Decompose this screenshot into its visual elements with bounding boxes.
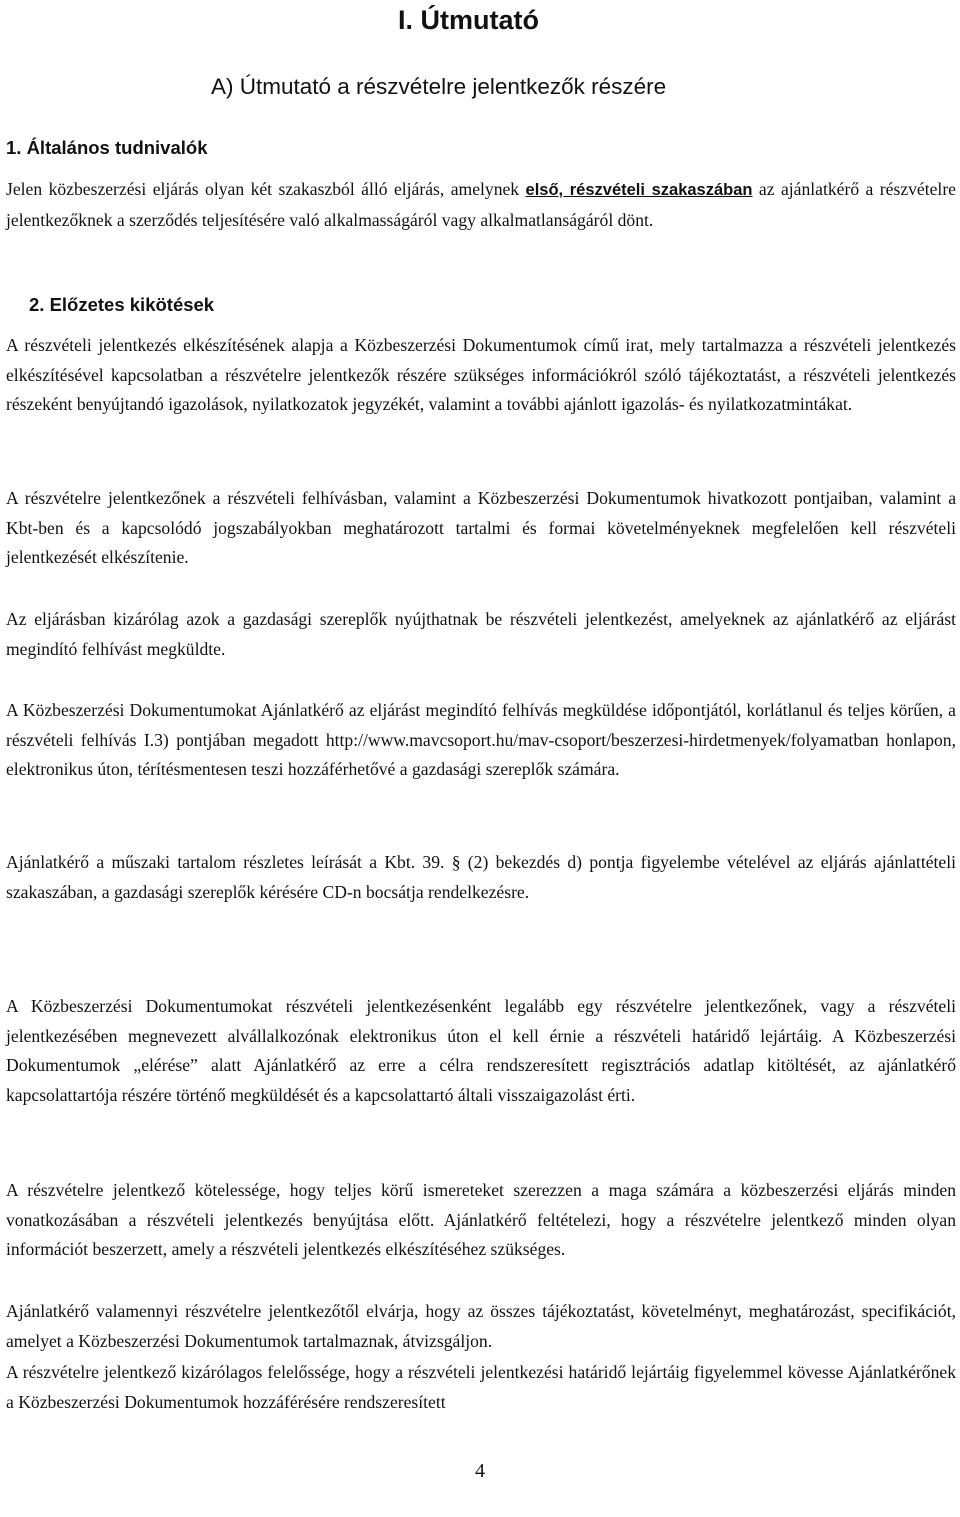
section-2-paragraph: A Közbeszerzési Dokumentumokat részvételi jelentkezésenként legalább egy részvételre jelentkezőnek, vagy a részvételi jelentkezésében megnevezett alvállalkozónak elektronikus úton el kell érnie a részvételi határidő lejártáig. A Közbeszerzési Dokumentumok „elérése” alatt Ajánlatkérő az erre a célra rendszeresített regisztrációs adatlap kitöltését, az ajánlatkérő kapcsolattartója részére történő megküldését és a kapcsolattartó általi visszaigazolást érti. bbox=[6, 996, 956, 1105]
section-2-paragraph: Az eljárásban kizárólag azok a gazdasági szereplők nyújthatnak be részvételi jelentkezést, amelyeknek az ajánlatkérő az eljárást megindító felhívást megküldte. bbox=[6, 609, 956, 659]
paragraph-text: Jelen közbeszerzési eljárás olyan két szakaszból álló eljárás, amelynek bbox=[6, 179, 526, 199]
document-subtitle: A) Útmutató a részvételre jelentkezők részére bbox=[211, 74, 667, 99]
section-2-heading: 2. Előzetes kikötések bbox=[29, 294, 215, 315]
emphasis-text: első, részvételi szakaszában bbox=[525, 181, 753, 199]
section-2-paragraph: A Közbeszerzési Dokumentumokat Ajánlatkérő az eljárást megindító felhívás megküldése időpontjától, korlátlanul és teljes körűen, a részvételi felhívás I.3) pontjában megadott http://www.mavcsoport.hu/mav-csoport/beszerzesi-hirdetmenyek/folyamatban honlapon, elektronikus úton, térítésmentesen teszi hozzáférhetővé a gazdasági szereplők számára. bbox=[6, 700, 956, 779]
section-2-paragraph: Ajánlatkérő valamennyi részvételre jelentkezőtől elvárja, hogy az összes tájékoztatást, követelményt, meghatározást, specifikációt, amelyet a Közbeszerzési Dokumentumok tartalmaznak, átvizsgáljon. bbox=[6, 1301, 956, 1351]
section-2-paragraph: A részvételre jelentkező kizárólagos felelőssége, hogy a részvételi jelentkezési határidő lejártáig figyelemmel kövesse Ajánlatkérőnek a Közbeszerzési Dokumentumok hozzáférésére rendszeresített bbox=[6, 1362, 956, 1412]
section-1-heading: 1. Általános tudnivalók bbox=[6, 137, 208, 158]
page-number: 4 bbox=[475, 1460, 485, 1482]
paragraph-text: az ajánlatkérő a részvételre jelentkezőknek a szerződés teljesítésére való alkalmasságáról vagy alkalmatlanságáról dönt. bbox=[6, 179, 956, 230]
section-2-paragraph: Ajánlatkérő a műszaki tartalom részletes leírását a Kbt. 39. § (2) bekezdés d) pontja figyelembe vételével az eljárás ajánlattételi szakaszában, a gazdasági szereplők kérésére CD-n bocsátja rendelkezésre. bbox=[6, 852, 956, 902]
section-2-paragraph: A részvételre jelentkezőnek a részvételi felhívásban, valamint a Közbeszerzési Dokumentumok hivatkozott pontjaiban, valamint a Kbt-ben és a kapcsolódó jogszabályokban meghatározott tartalmi és formai követelményeknek megfelelően kell részvételi jelentkezését elkészítenie. bbox=[6, 488, 956, 567]
document-title: I. Útmutató bbox=[398, 5, 539, 35]
section-2-paragraph: A részvételi jelentkezés elkészítésének alapja a Közbeszerzési Dokumentumok című irat, mely tartalmazza a részvételi jelentkezés elkészítésével kapcsolatban a részvételre jelentkezők részére szükséges információkról szóló tájékoztatást, a részvételi jelentkezés részeként benyújtandó igazolások, nyilatkozatok jegyzékét, valamint a további ajánlott igazolás- és nyilatkozatmintákat. bbox=[6, 335, 956, 414]
section-2-paragraph: A részvételre jelentkező kötelessége, hogy teljes körű ismereteket szerezzen a maga számára a közbeszerzési eljárás minden vonatkozásában a részvételi jelentkezés benyújtása előtt. Ajánlatkérő feltételezi, hogy a részvételre jelentkező minden olyan információt beszerzett, amely a részvételi jelentkezés elkészítéséhez szükséges. bbox=[6, 1180, 956, 1259]
section-1-paragraph bbox=[6, 175, 956, 235]
